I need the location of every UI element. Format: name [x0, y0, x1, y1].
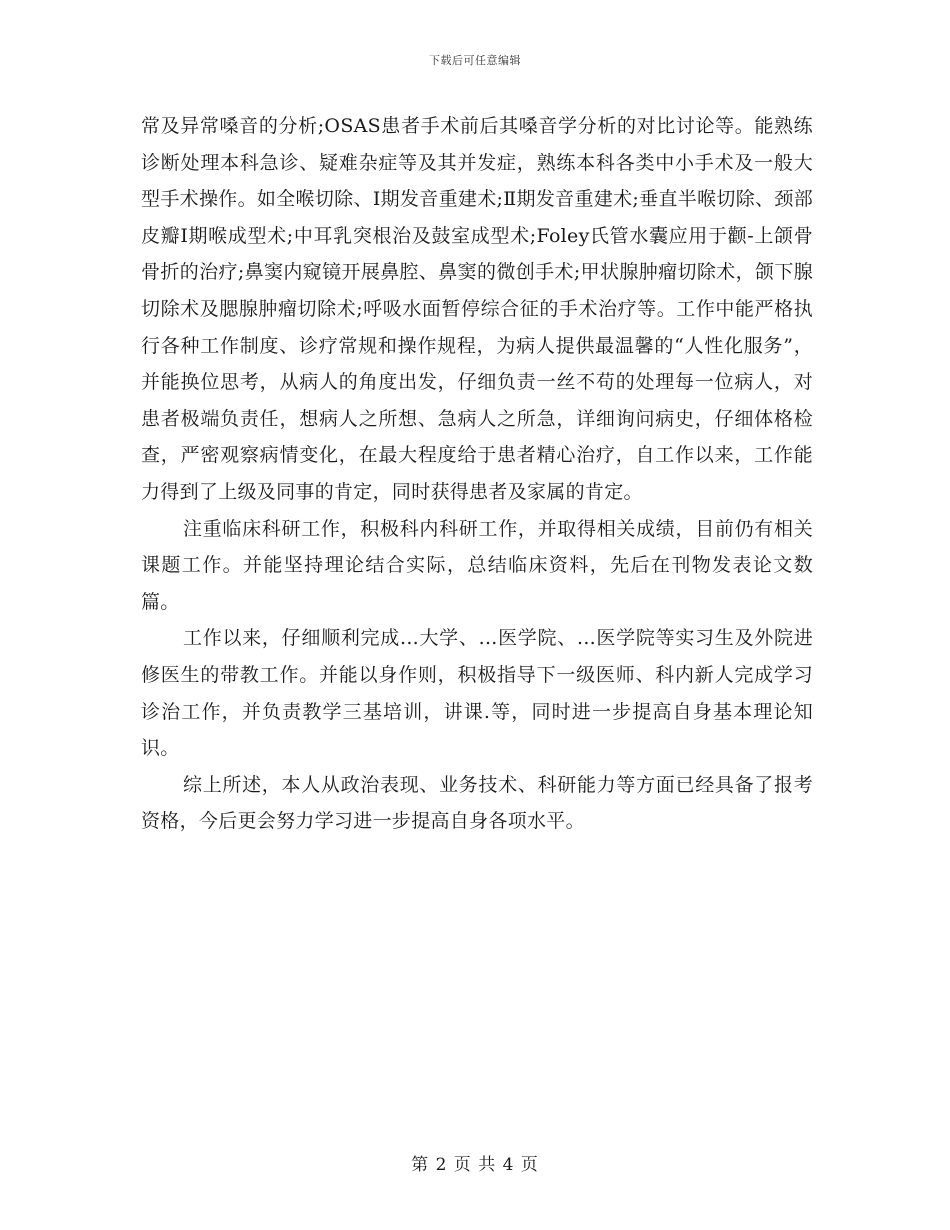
paragraph-research: 注重临床科研工作，积极科内科研工作，并取得相关成绩，目前仍有相关课题工作。并能坚持理论结合实际，总结临床资料，先后在刊物发表论文数篇。: [141, 517, 813, 613]
paragraph-continuation: 常及异常嗓音的分析;OSAS患者手术前后其嗓音学分析的对比讨论等。能熟练诊断处理本科急诊、疑难杂症等及其并发症，熟练本科各类中小手术及一般大型手术操作。如全喉切除、Ⅰ期发音重建术;Ⅱ期发音重建术;垂直半喉切除、颈部皮瓣Ⅰ期喉成型术;中耳乳突根治及鼓室成型术;Foley氏管水囊应用于颧-上颌骨骨折的治疗;鼻窦内窥镜开展鼻腔、鼻窦的微创手术;甲状腺肿瘤切除术，颌下腺切除术及腮腺肿瘤切除术;呼吸水面暂停综合征的手术治疗等。工作中能严格执行各种工作制度、诊疗常规和操作规程，为病人提供最温馨的“人性化服务”，并能换位思考，从病人的角度出发，仔细负责一丝不苟的处理每一位病人，对患者极端负责任，想病人之所想、急病人之所急，详细询问病史，仔细体格检查，严密观察病情变化，在最大程度给于患者精心治疗，自工作以来，工作能力得到了上级及同事的肯定，同时获得患者及家属的肯定。: [141, 115, 813, 503]
page-header: 下载后可任意编辑: [429, 54, 521, 67]
paragraph-teaching: 工作以来，仔细顺利完成...大学、...医学院、...医学院等实习生及外院进修医生的带教工作。并能以身作则，积极指导下一级医师、科内新人完成学习诊治工作，并负责教学三基培训，讲课.等，同时进一步提高自身基本理论知识。: [141, 627, 813, 760]
document-body: [141, 108, 813, 840]
page-footer: 第 2 页 共 4 页: [411, 1155, 539, 1175]
paragraph-summary: 综上所述，本人从政治表现、业务技术、科研能力等方面已经具备了报考资格，今后更会努力学习进一步提高自身各项水平。: [141, 773, 813, 833]
